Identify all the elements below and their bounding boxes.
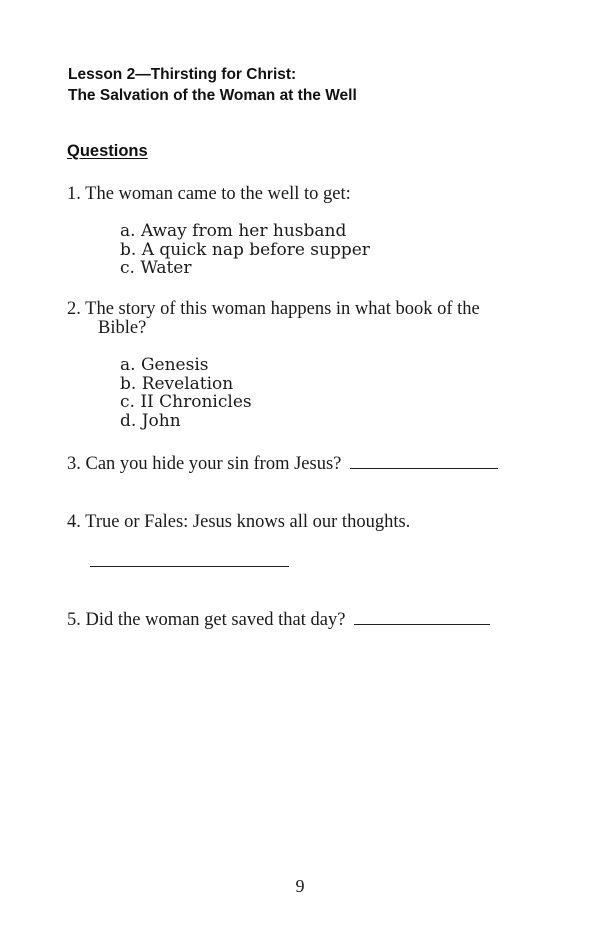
question-4-text: 4. True or Fales: Jesus knows all our thoughts. [67,512,411,532]
question-3-text: 3. Can you hide your sin from Jesus? [67,454,342,474]
question-4-answer-blank[interactable] [90,566,289,567]
question-3 [67,454,498,475]
lesson-title-line-2: The Salvation of the Woman at the Well [68,87,357,104]
question-5-text: 5. Did the woman get saved that day? [67,610,346,630]
lesson-title-line-1: Lesson 2—Thirsting for Christ: [68,66,297,83]
question-2-continued [98,318,146,339]
question-1-option-b: b. A quick nap before supper [120,239,370,260]
question-1-options [120,222,370,278]
question-2-text-line-2: Bible? [98,318,147,338]
question-5 [67,610,490,631]
lesson-heading [68,64,357,106]
question-3-answer-blank[interactable] [350,468,498,469]
questions-section-label: Questions [67,142,148,160]
page-number: 9 [295,876,305,896]
question-2-option-d: d. John [120,410,181,431]
question-1 [67,184,351,205]
question-2-option-c: c. II Chronicles [120,392,252,412]
question-2-option-b: b. Revelation [120,373,234,394]
question-2-option-a: a. Genesis [120,355,209,375]
question-5-answer-blank[interactable] [354,624,490,625]
question-1-text: 1. The woman came to the well to get: [67,184,351,204]
question-2 [67,299,480,320]
question-1-option-c: c. Water [120,258,192,278]
question-4 [67,512,410,533]
question-2-options [120,356,252,430]
question-1-option-a: a. Away from her husband [120,221,347,241]
question-2-text-line-1: 2. The story of this woman happens in what book of the [67,299,480,319]
